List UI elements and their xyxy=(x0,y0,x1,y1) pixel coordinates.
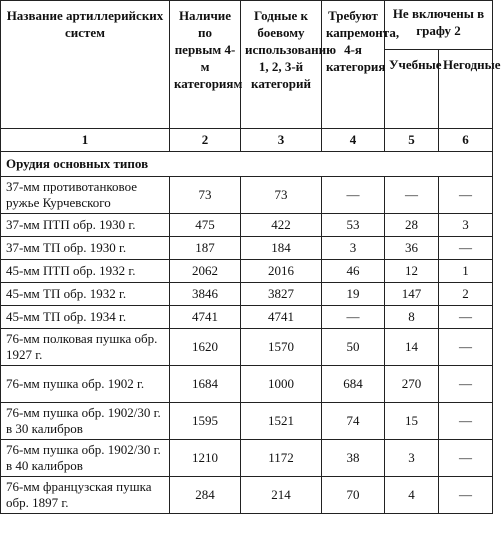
cell-combat-ready: 2016 xyxy=(241,260,322,283)
table-row xyxy=(1,440,493,477)
cell-unfit: — xyxy=(439,306,493,329)
cell-needs-repair: — xyxy=(322,177,385,214)
cell-combat-ready: 1521 xyxy=(241,403,322,440)
column-number-row xyxy=(1,129,493,152)
header-needs-repair: Требуют капремонта, 4-я категория xyxy=(322,1,385,129)
system-name: 45-мм ПТП обр. 1932 г. xyxy=(1,260,170,283)
system-name: 37-мм противотанковое ружье Курчевского xyxy=(1,177,170,214)
cell-training: — xyxy=(385,177,439,214)
table-row xyxy=(1,306,493,329)
cell-needs-repair: 3 xyxy=(322,237,385,260)
column-number: 5 xyxy=(385,129,439,152)
cell-training: 15 xyxy=(385,403,439,440)
table-row xyxy=(1,283,493,306)
cell-training: 14 xyxy=(385,329,439,366)
cell-training: 12 xyxy=(385,260,439,283)
cell-needs-repair: 19 xyxy=(322,283,385,306)
cell-training: 4 xyxy=(385,477,439,514)
section-title: Орудия основных типов xyxy=(1,152,493,177)
cell-training: 8 xyxy=(385,306,439,329)
column-number: 3 xyxy=(241,129,322,152)
cell-available: 1595 xyxy=(170,403,241,440)
table-row xyxy=(1,214,493,237)
cell-training: 3 xyxy=(385,440,439,477)
cell-needs-repair: 46 xyxy=(322,260,385,283)
cell-combat-ready: 73 xyxy=(241,177,322,214)
cell-available: 1684 xyxy=(170,366,241,403)
cell-training: 270 xyxy=(385,366,439,403)
cell-unfit: — xyxy=(439,366,493,403)
cell-unfit: — xyxy=(439,477,493,514)
cell-unfit: 1 xyxy=(439,260,493,283)
header-combat-ready: Годные к боевому использованию 1, 2, 3-й категорий xyxy=(241,1,322,129)
cell-available: 73 xyxy=(170,177,241,214)
system-name: 76-мм полковая пушка обр. 1927 г. xyxy=(1,329,170,366)
table-row xyxy=(1,403,493,440)
cell-training: 147 xyxy=(385,283,439,306)
cell-needs-repair: 53 xyxy=(322,214,385,237)
system-name: 76-мм французская пушка обр. 1897 г. xyxy=(1,477,170,514)
table-row xyxy=(1,329,493,366)
header-row xyxy=(1,1,493,50)
cell-combat-ready: 1570 xyxy=(241,329,322,366)
system-name: 45-мм ТП обр. 1934 г. xyxy=(1,306,170,329)
cell-needs-repair: 38 xyxy=(322,440,385,477)
column-number: 1 xyxy=(1,129,170,152)
header-unfit: Негодные xyxy=(439,50,493,129)
cell-unfit: 2 xyxy=(439,283,493,306)
cell-available: 1620 xyxy=(170,329,241,366)
column-number: 2 xyxy=(170,129,241,152)
table-row xyxy=(1,366,493,403)
header-available: Наличие по первым 4-м категориям xyxy=(170,1,241,129)
cell-combat-ready: 184 xyxy=(241,237,322,260)
cell-needs-repair: — xyxy=(322,306,385,329)
header-training: Учебные xyxy=(385,50,439,129)
cell-training: 28 xyxy=(385,214,439,237)
column-number: 6 xyxy=(439,129,493,152)
table-row xyxy=(1,177,493,214)
cell-combat-ready: 1172 xyxy=(241,440,322,477)
system-name: 45-мм ТП обр. 1932 г. xyxy=(1,283,170,306)
cell-unfit: — xyxy=(439,440,493,477)
header-not-included: Не включены в графу 2 xyxy=(385,1,493,50)
cell-needs-repair: 50 xyxy=(322,329,385,366)
cell-combat-ready: 4741 xyxy=(241,306,322,329)
cell-available: 1210 xyxy=(170,440,241,477)
cell-unfit: — xyxy=(439,237,493,260)
cell-unfit: — xyxy=(439,177,493,214)
cell-combat-ready: 214 xyxy=(241,477,322,514)
cell-available: 3846 xyxy=(170,283,241,306)
cell-unfit: 3 xyxy=(439,214,493,237)
system-name: 76-мм пушка обр. 1902 г. xyxy=(1,366,170,403)
cell-available: 187 xyxy=(170,237,241,260)
system-name: 76-мм пушка обр. 1902/30 г. в 30 калибров xyxy=(1,403,170,440)
cell-combat-ready: 1000 xyxy=(241,366,322,403)
section-row xyxy=(1,152,493,177)
cell-available: 284 xyxy=(170,477,241,514)
cell-combat-ready: 3827 xyxy=(241,283,322,306)
cell-available: 475 xyxy=(170,214,241,237)
cell-needs-repair: 74 xyxy=(322,403,385,440)
system-name: 37-мм ТП обр. 1930 г. xyxy=(1,237,170,260)
cell-training: 36 xyxy=(385,237,439,260)
cell-available: 4741 xyxy=(170,306,241,329)
header-system-name: Название артиллерийских систем xyxy=(1,1,170,129)
table-row xyxy=(1,260,493,283)
table-row xyxy=(1,477,493,514)
cell-unfit: — xyxy=(439,403,493,440)
table-row xyxy=(1,237,493,260)
system-name: 37-мм ПТП обр. 1930 г. xyxy=(1,214,170,237)
cell-needs-repair: 70 xyxy=(322,477,385,514)
cell-combat-ready: 422 xyxy=(241,214,322,237)
cell-needs-repair: 684 xyxy=(322,366,385,403)
column-number: 4 xyxy=(322,129,385,152)
system-name: 76-мм пушка обр. 1902/30 г. в 40 калибров xyxy=(1,440,170,477)
cell-available: 2062 xyxy=(170,260,241,283)
cell-unfit: — xyxy=(439,329,493,366)
